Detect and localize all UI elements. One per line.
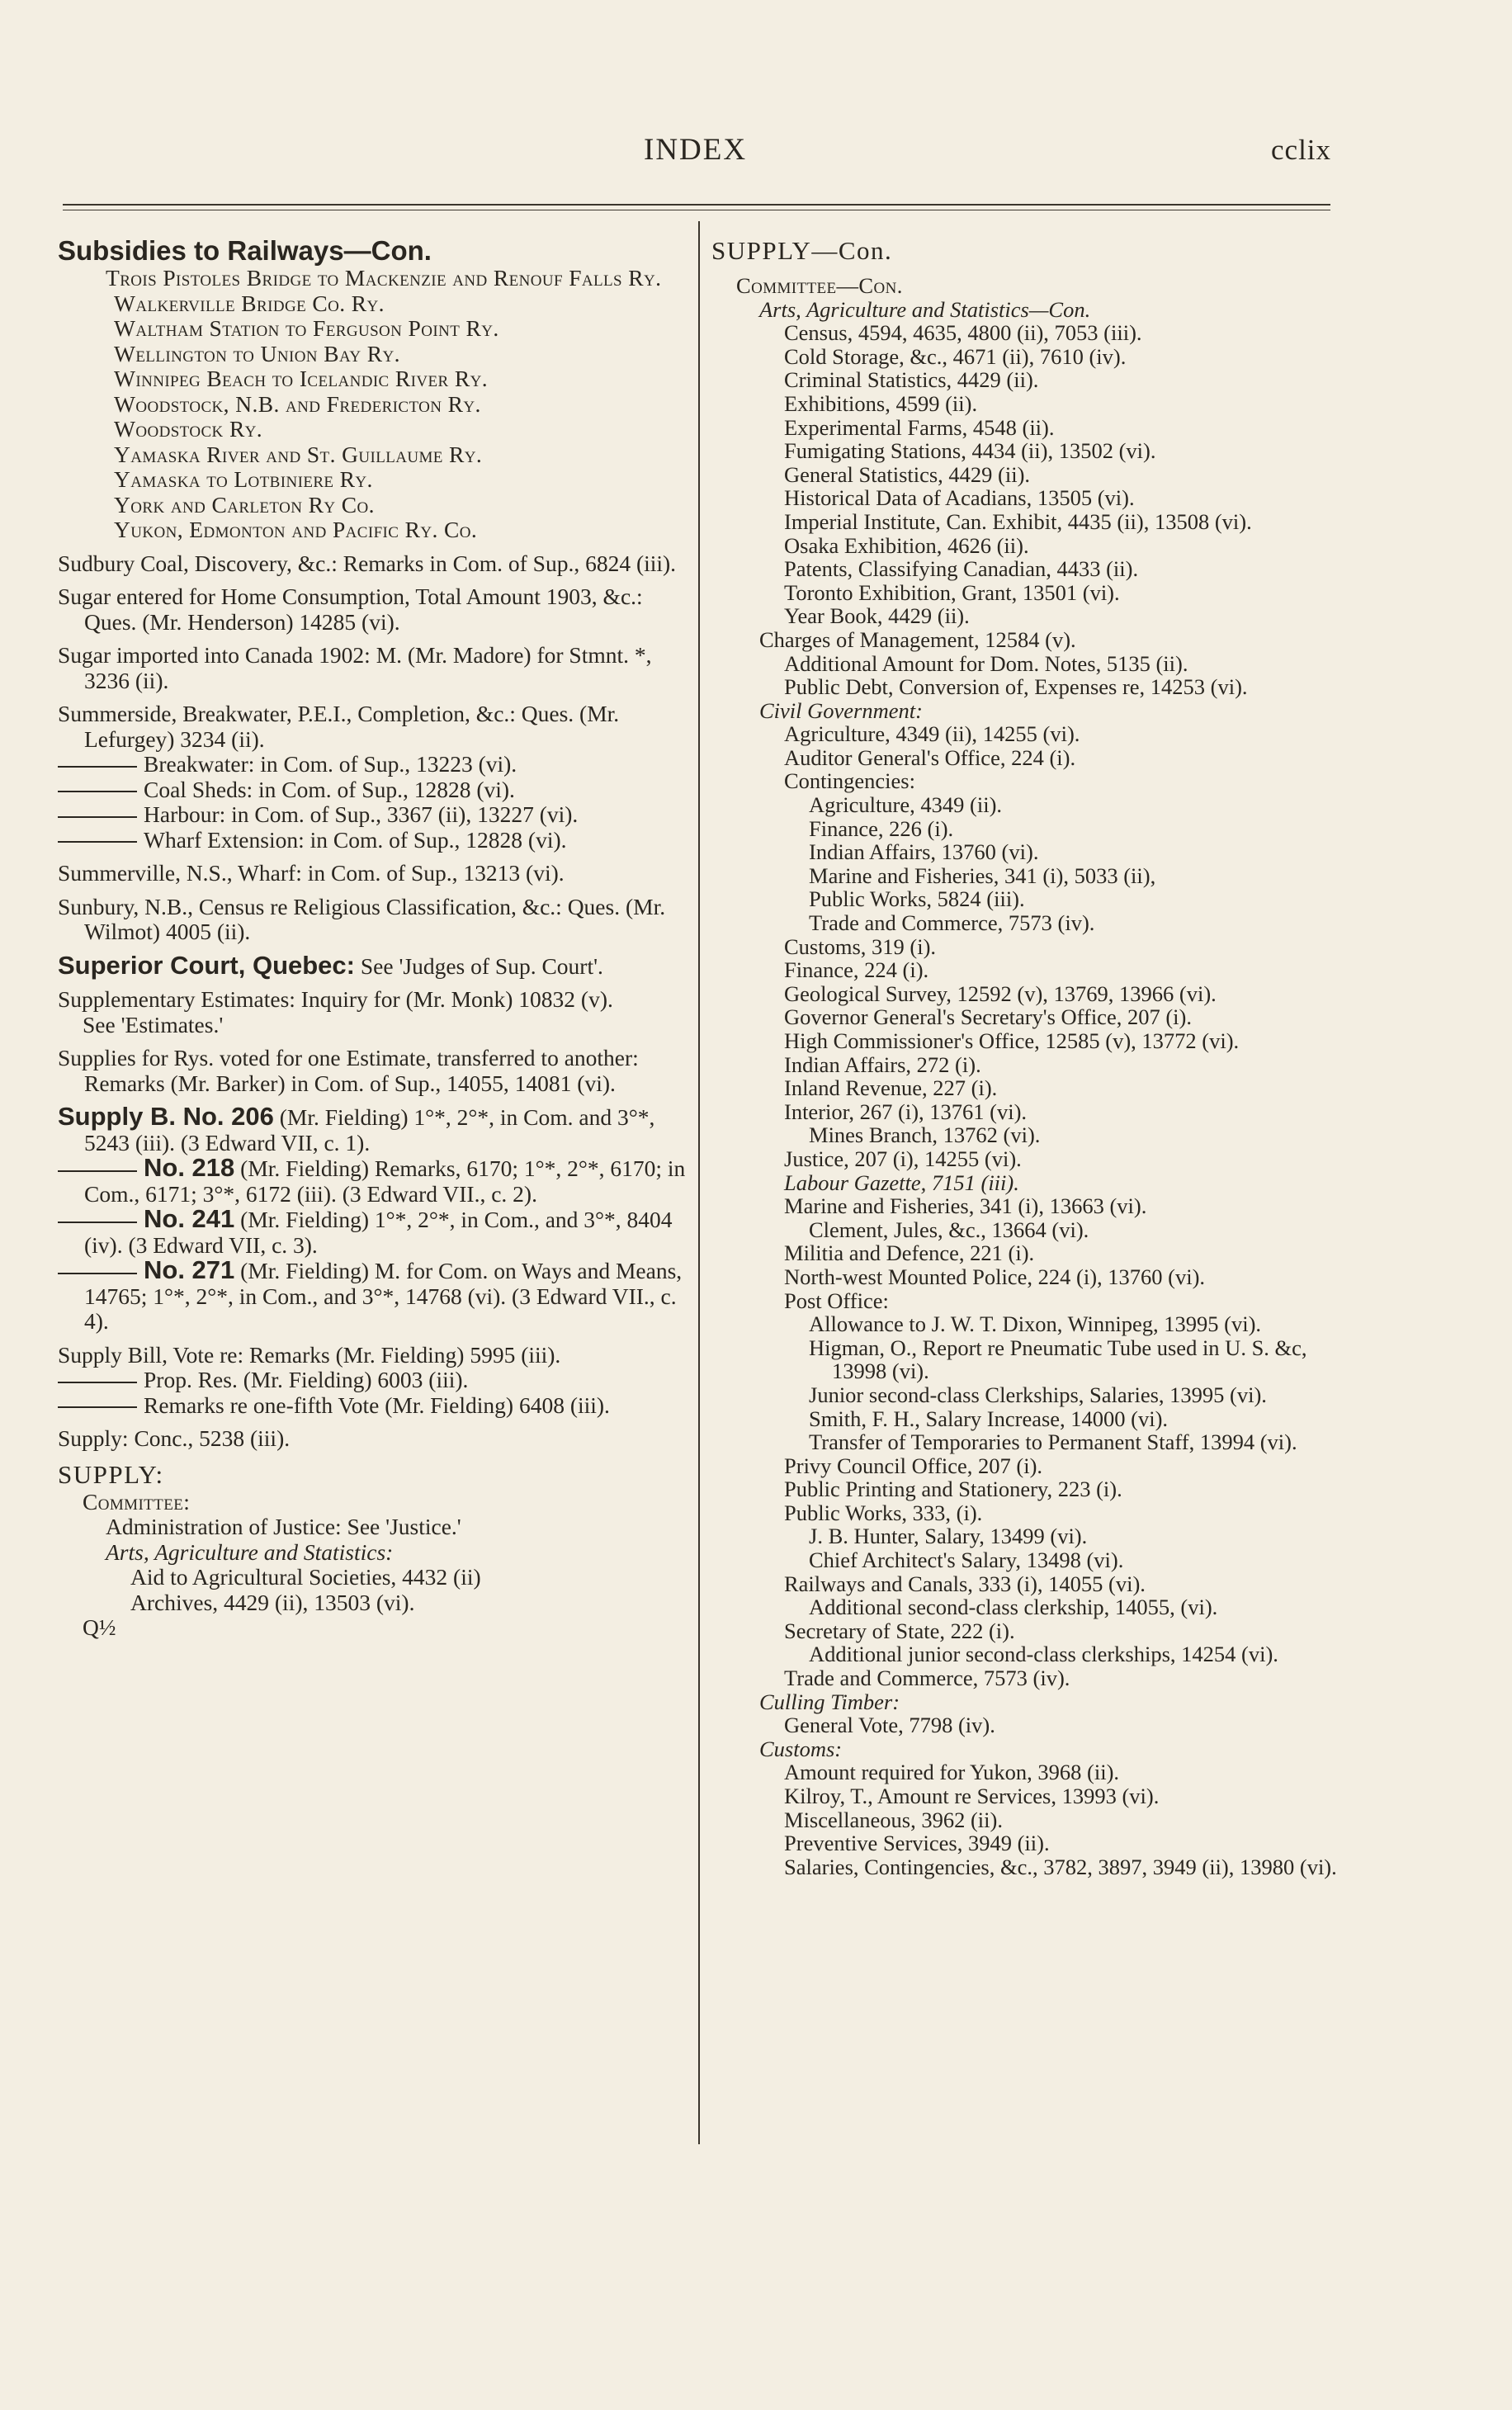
ditto-dash xyxy=(58,791,137,792)
left-index-entry: Q½ xyxy=(83,1614,116,1640)
ditto-dash xyxy=(58,1222,137,1223)
right-index-entry: Culling Timber: xyxy=(759,1689,900,1714)
right-index-entry: High Commissioner's Office, 12585 (v), 13772 (vi). xyxy=(784,1028,1240,1053)
right-index-entry: Secretary of State, 222 (i). xyxy=(784,1618,1015,1643)
ditto-dash xyxy=(58,1406,137,1408)
right-index-entry: Census, 4594, 4635, 4800 (ii), 7053 (iii). xyxy=(784,320,1142,346)
right-index-entry: Inland Revenue, 227 (i). xyxy=(784,1075,998,1101)
right-index-entry: Indian Affairs, 13760 (vi). xyxy=(809,839,1039,865)
right-index-entry: Additional second-class clerkship, 14055, (vi). xyxy=(809,1595,1218,1620)
right-index-entry: J. B. Hunter, Salary, 13499 (vi). xyxy=(809,1524,1088,1549)
left-index-entry: Supplies for Rys. voted for one Estimate, transferred to another: Remarks (Mr. Barker) in Com. of Sup., 14055, 14081 (vi). xyxy=(58,1045,639,1096)
right-index-entry: Additional Amount for Dom. Notes, 5135 (ii). xyxy=(784,650,1188,676)
left-index-entry: Wellington to Union Bay Ry. xyxy=(114,340,400,366)
right-index-entry: Public Works, 333, (i). xyxy=(784,1500,983,1525)
left-index-entry: Coal Sheds: in Com. of Sup., 12828 (vi). xyxy=(58,777,693,803)
right-index-entry: Chief Architect's Salary, 13498 (vi). xyxy=(809,1548,1124,1573)
left-index-entry: Remarks re one-fifth Vote (Mr. Fielding) 6408 (iii). xyxy=(58,1393,693,1419)
left-index-entry: No. 241 (Mr. Fielding) 1°*, 2°*, in Com., and 3°*, 8404 (iv). (3 Edward VII, c. 3). xyxy=(58,1207,693,1258)
header-rule xyxy=(63,204,1330,206)
right-index-entry: Railways and Canals, 333 (i), 14055 (vi). xyxy=(784,1571,1146,1596)
right-index-entry: Marine and Fisheries, 341 (i), 13663 (vi). xyxy=(784,1193,1147,1219)
right-index-entry: Civil Government: xyxy=(759,697,923,723)
left-index-entry: Supply Bill, Vote re: Remarks (Mr. Fielding) 5995 (iii). xyxy=(58,1341,561,1368)
right-index-entry: Transfer of Temporaries to Permanent Staff, 13994 (vi). xyxy=(809,1429,1297,1455)
ditto-dash xyxy=(58,816,137,818)
right-index-entry: General Vote, 7798 (iv). xyxy=(784,1713,995,1738)
right-index-entry: Allowance to J. W. T. Dixon, Winnipeg, 13995 (vi). xyxy=(809,1311,1262,1337)
right-index-entry: SUPPLY—Con. xyxy=(711,236,893,265)
right-index-entry: Agriculture, 4349 (ii). xyxy=(809,792,1003,818)
left-index-entry: Arts, Agriculture and Statistics: xyxy=(106,1538,394,1565)
right-index-entry: Smith, F. H., Salary Increase, 14000 (vi). xyxy=(809,1406,1169,1431)
right-index-entry: Governor General's Secretary's Office, 207 (i). xyxy=(784,1004,1192,1030)
right-index-entry: Contingencies: xyxy=(784,768,915,794)
right-index-entry: Justice, 207 (i), 14255 (vi). xyxy=(784,1146,1022,1171)
left-index-entry: SUPPLY: xyxy=(58,1459,164,1489)
right-index-entry: Patents, Classifying Canadian, 4433 (ii). xyxy=(784,556,1139,582)
left-index-entry: Summerside, Breakwater, P.E.I., Completion, &c.: Ques. (Mr. Lefurgey) 3234 (ii). xyxy=(58,701,620,752)
left-column xyxy=(58,236,693,1641)
right-index-entry: General Statistics, 4429 (ii). xyxy=(784,461,1031,487)
right-index-entry: Public Debt, Conversion of, Expenses re, 14253 (vi). xyxy=(784,674,1248,700)
right-index-entry: Amount required for Yukon, 3968 (ii). xyxy=(784,1760,1120,1785)
right-index-entry: Public Works, 5824 (iii). xyxy=(809,886,1025,912)
page-number: cclix xyxy=(1271,134,1332,166)
right-index-entry: Finance, 226 (i). xyxy=(809,815,954,841)
left-index-entry: Sugar imported into Canada 1902: M. (Mr. Madore) for Stmnt. *, 3236 (ii). xyxy=(58,642,652,693)
right-index-entry: Finance, 224 (i). xyxy=(784,957,929,983)
left-index-entry: Superior Court, Quebec: See 'Judges of Sup. Court'. xyxy=(58,950,603,980)
right-index-entry: Preventive Services, 3949 (ii). xyxy=(784,1831,1050,1856)
ditto-dash xyxy=(58,1382,137,1383)
right-index-entry: North-west Mounted Police, 224 (i), 13760 (vi). xyxy=(784,1264,1206,1289)
right-index-entry: Auditor General's Office, 224 (i). xyxy=(784,744,1076,770)
left-index-entry: Archives, 4429 (ii), 13503 (vi). xyxy=(130,1589,415,1615)
right-index-entry: Exhibitions, 4599 (ii). xyxy=(784,390,978,416)
left-index-entry: Woodstock Ry. xyxy=(114,416,263,442)
right-index-entry: Customs: xyxy=(759,1736,843,1761)
right-index-entry: Year Book, 4429 (ii). xyxy=(784,603,970,629)
left-index-entry: Waltham Station to Ferguson Point Ry. xyxy=(114,315,499,341)
page-title: INDEX xyxy=(644,133,748,167)
left-index-entry: Subsidies to Railways—Con. xyxy=(58,235,432,266)
right-index-entry: Customs, 319 (i). xyxy=(784,933,937,959)
ditto-dash xyxy=(58,766,137,768)
right-index-entry: Interior, 267 (i), 13761 (vi). xyxy=(784,1099,1028,1124)
right-index-entry: Public Printing and Stationery, 223 (i). xyxy=(784,1477,1122,1502)
right-index-entry: Charges of Management, 12584 (v). xyxy=(759,626,1076,652)
left-index-entry: Yamaska River and St. Guillaume Ry. xyxy=(114,441,483,467)
right-index-entry: Additional junior second-class clerkships, 14254 (vi). xyxy=(809,1642,1278,1667)
right-index-entry: Cold Storage, &c., 4671 (ii), 7610 (iv). xyxy=(784,343,1127,369)
right-index-entry: Miscellaneous, 3962 (ii). xyxy=(784,1807,1003,1832)
right-index-entry: Trade and Commerce, 7573 (iv). xyxy=(809,910,1095,936)
left-index-entry: Walkerville Bridge Co. Ry. xyxy=(114,290,385,316)
left-index-entry: Yukon, Edmonton and Pacific Ry. Co. xyxy=(114,517,478,542)
right-index-entry: Privy Council Office, 207 (i). xyxy=(784,1453,1043,1478)
right-index-entry: Junior second-class Clerkships, Salaries, 13995 (vi). xyxy=(809,1382,1267,1407)
left-index-entry: Harbour: in Com. of Sup., 3367 (ii), 13227 (vi). xyxy=(58,802,693,828)
right-index-entry: Agriculture, 4349 (ii), 14255 (vi). xyxy=(784,721,1080,747)
right-index-entry: Osaka Exhibition, 4626 (ii). xyxy=(784,532,1029,558)
right-index-entry: Arts, Agriculture and Statistics—Con. xyxy=(759,296,1091,322)
left-index-entry: Winnipeg Beach to Icelandic River Ry. xyxy=(114,366,488,391)
ditto-dash xyxy=(58,1170,137,1172)
left-index-entry: Breakwater: in Com. of Sup., 13223 (vi). xyxy=(58,752,693,777)
right-index-entry: Marine and Fisheries, 341 (i), 5033 (ii), xyxy=(809,862,1156,888)
column-divider xyxy=(698,221,700,2144)
right-index-entry: Higman, O., Report re Pneumatic Tube used in U. S. &c, 13998 (vi). xyxy=(809,1335,1307,1384)
right-index-entry: Salaries, Contingencies, &c., 3782, 3897, 3949 (ii), 13980 (vi). xyxy=(784,1854,1337,1879)
right-index-entry: Militia and Defence, 221 (i). xyxy=(784,1240,1035,1266)
left-index-entry: Supplementary Estimates: Inquiry for (Mr. Monk) 10832 (v). xyxy=(58,986,613,1012)
left-index-entry: Committee: xyxy=(83,1488,191,1515)
left-index-entry: York and Carleton Ry Co. xyxy=(114,491,375,517)
right-index-entry: Indian Affairs, 272 (i). xyxy=(784,1051,981,1077)
right-index-entry: Toronto Exhibition, Grant, 13501 (vi). xyxy=(784,579,1120,605)
right-index-entry: Trade and Commerce, 7573 (iv). xyxy=(784,1666,1070,1691)
right-column xyxy=(711,236,1339,1878)
left-index-entry: Supply: Conc., 5238 (iii). xyxy=(58,1425,291,1451)
right-index-entry: Fumigating Stations, 4434 (ii), 13502 (vi). xyxy=(784,438,1156,464)
left-index-entry: No. 271 (Mr. Fielding) M. for Com. on Ways and Means, 14765; 1°*, 2°*, in Com., and 3°*, 14768 (vi). (3 Edward VII., c. 4). xyxy=(58,1258,693,1335)
right-index-entry: Experimental Farms, 4548 (ii). xyxy=(784,414,1055,440)
left-index-entry: Aid to Agricultural Societies, 4432 (ii) xyxy=(130,1564,481,1590)
left-index-entry: Supply B. No. 206 (Mr. Fielding) 1°*, 2°*, in Com. and 3°*, 5243 (iii). (3 Edward VII, c. 1). xyxy=(58,1102,655,1155)
right-index-entry: Historical Data of Acadians, 13505 (vi). xyxy=(784,485,1135,511)
page-header xyxy=(0,124,1512,173)
left-index-entry: Summerville, N.S., Wharf: in Com. of Sup., 13213 (vi). xyxy=(58,860,565,886)
right-index-entry: Imperial Institute, Can. Exhibit, 4435 (ii), 13508 (vi). xyxy=(784,508,1252,534)
left-index-entry: Sugar entered for Home Consumption, Total Amount 1903, &c.: Ques. (Mr. Henderson) 14285 (vi). xyxy=(58,584,643,635)
left-index-entry: Woodstock, N.B. and Fredericton Ry. xyxy=(114,390,481,417)
left-index-entry: Wharf Extension: in Com. of Sup., 12828 (vi). xyxy=(58,828,693,853)
left-index-entry: Sudbury Coal, Discovery, &c.: Remarks in Com. of Sup., 6824 (iii). xyxy=(58,550,677,576)
ditto-dash xyxy=(58,841,137,843)
right-index-entry: Committee—Con. xyxy=(736,273,903,298)
right-index-entry: Post Office: xyxy=(784,1288,889,1313)
ditto-dash xyxy=(58,1273,137,1274)
right-index-entry: Clement, Jules, &c., 13664 (vi). xyxy=(809,1217,1089,1242)
right-index-entry: Labour Gazette, 7151 (iii). xyxy=(784,1170,1019,1195)
right-index-entry: Geological Survey, 12592 (v), 13769, 13966 (vi). xyxy=(784,981,1217,1006)
right-index-entry: Mines Branch, 13762 (vi). xyxy=(809,1122,1041,1148)
left-index-entry: See 'Estimates.' xyxy=(83,1011,224,1037)
left-index-entry: Yamaska to Lotbiniere Ry. xyxy=(114,466,373,492)
left-index-entry: Sunbury, N.B., Census re Religious Classification, &c.: Ques. (Mr. Wilmot) 4005 (ii). xyxy=(58,893,666,944)
right-index-entry: Criminal Statistics, 4429 (ii). xyxy=(784,367,1039,393)
right-index-entry: Kilroy, T., Amount re Services, 13993 (vi). xyxy=(784,1784,1160,1808)
left-index-entry: Trois Pistoles Bridge to Mackenzie and Renouf Falls Ry. xyxy=(106,265,662,291)
left-index-entry: Prop. Res. (Mr. Fielding) 6003 (iii). xyxy=(58,1368,693,1393)
left-index-entry: Administration of Justice: See 'Justice.' xyxy=(106,1514,461,1539)
left-index-entry: No. 218 (Mr. Fielding) Remarks, 6170; 1°*, 2°*, 6170; in Com., 6171; 3°*, 6172 (iii). (3 Edward VII., c. 2). xyxy=(58,1155,693,1207)
